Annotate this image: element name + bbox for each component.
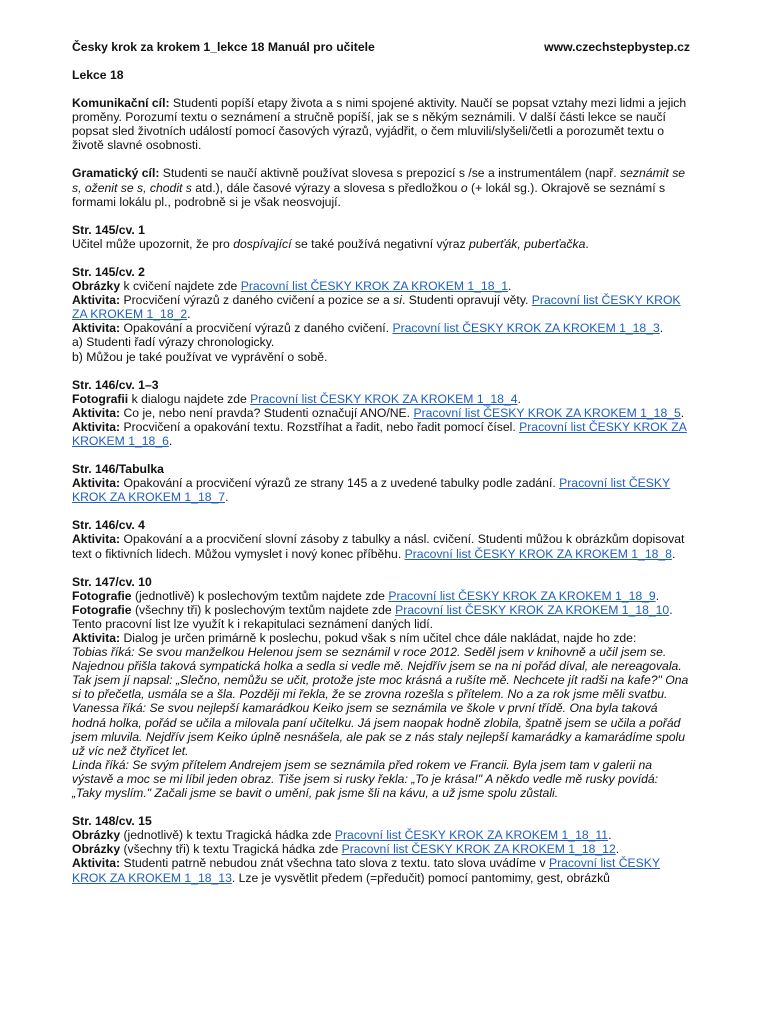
line-text: Co je, nebo není pravda? Studenti označují ANO/NE. [120,405,414,420]
line-text: a [379,293,394,308]
section-145-2 [72,265,690,364]
line-label: Aktivita: [72,419,121,434]
section-line: Aktivita: Opakování a procvičení výrazů z daného cvičení. Pracovní list ČESKY KROK ZA KROKEM 1_18_3. [72,321,664,336]
line-text: Procvičení a opakování textu. Rozstříhat a řadit, nebo řadit pomocí čísel. [120,419,520,434]
section-line: Aktivita: Opakování a a procvičení slovní zásoby z tabulky a násl. cvičení. Studenti můžou k obrázkům dopisovat text o fiktivních lidech. Můžou vymyslet i nový konec příběhu. Pracovní list ČESKY KROK ZA KROKEM 1_18_8. [72,532,685,561]
line-label: Obrázky [72,842,121,857]
grammar-goal-text: atd.), dále časové výrazy a slovesa s předložkou [191,180,461,195]
line-text: (jednotlivě) k poslechovým textům najdete zde [131,588,389,603]
worksheet-link-1-18-5[interactable]: Pracovní list ČESKY KROK ZA KROKEM 1_18_5 [413,405,681,420]
line-label: Aktivita: [72,405,121,420]
line-text: Opakování a a procvičení slovní zásoby z tabulky a násl. cvičení. Studenti můžou k obrázkům dopisovat text o fiktivních lidech. Můžou vymyslet i nový konec příběhu. [72,532,685,561]
line-label: Aktivita: [72,476,121,491]
line-text: k cvičení najdete zde [120,279,241,294]
worksheet-link-1-18-12[interactable]: Pracovní list ČESKY KROK ZA KROKEM 1_18_12 [341,842,616,857]
section-line: Obrázky (jednotlivě) k textu Tragická hádka zde Pracovní list ČESKY KROK ZA KROKEM 1_18_11. [72,828,612,843]
text-run: . [585,236,589,251]
worksheet-link-1-18-3[interactable]: Pracovní list ČESKY KROK ZA KROKEM 1_18_3 [392,321,660,336]
line-label: Obrázky [72,828,121,843]
section-line: Aktivita: Procvičení a opakování textu. Rozstříhat a řadit, nebo řadit pomocí čísel. Pracovní list ČESKY KROK ZA KROKEM 1_18_6. [72,419,687,448]
line-label: Aktivita: [72,321,121,336]
line-text: . Tento pracovní list lze využít k i rekapitulaci seznámení daných lidí. [72,602,673,631]
line-label: Aktivita: [72,631,121,645]
line-label: Fotografii [72,391,129,406]
line-text: Opakování a procvičení výrazů ze strany 145 a z uvedené tabulky podle zadání. [120,476,560,491]
section-text [72,237,690,251]
section-title: Str. 147/cv. 10 [72,574,152,589]
section-146-4 [72,518,690,560]
text-run-italic: dospívající [233,236,292,251]
section-line: a) Studenti řadí výrazy chronologicky. [72,335,275,350]
communication-goal [72,96,690,152]
section-line [72,856,690,884]
section-title: Str. 146/Tabulka [72,462,164,477]
worksheet-link-1-18-13[interactable]: Pracovní list ČESKY KROK ZA KROKEM 1_18_13 [72,856,661,885]
section-line: Aktivita: Opakování a procvičení výrazů ze strany 145 a z uvedené tabulky podle zadání. Pracovní list ČESKY KROK ZA KROKEM 1_18_7. [72,476,671,505]
worksheet-link-1-18-9[interactable]: Pracovní list ČESKY KROK ZA KROKEM 1_18_9 [388,588,656,603]
worksheet-link-1-18-4[interactable]: Pracovní list ČESKY KROK ZA KROKEM 1_18_4 [250,391,518,406]
line-text: . Lze je vysvětlit předem (=předučit) pomocí pantomimy, gest, obrázků [231,870,610,885]
text-run-italic: puberťák, puberťačka [468,236,586,251]
line-text: . Studenti opravují věty. [401,293,532,308]
section-line: Fotografii k dialogu najdete zde Pracovní list ČESKY KROK ZA KROKEM 1_18_4. [72,391,521,406]
grammar-goal-label: Gramatický cíl: [72,166,160,181]
grammar-goal-text: (+ lokál sg.). Okrajově se seznámí s formami lokálu pl., podrobně si je však neosvojují. [72,180,666,209]
worksheet-link-1-18-2[interactable]: Pracovní list ČESKY KROK ZA KROKEM 1_18_2 [72,293,681,322]
lesson-title: Lekce 18 [72,68,124,82]
section-line: Obrázky k cvičení najdete zde Pracovní list ČESKY KROK ZA KROKEM 1_18_1. [72,279,512,294]
line-text: (všechny tři) k textu Tragická hádka zde [120,842,342,857]
section-line: b) Můžou je také používat ve vyprávění o sobě. [72,349,328,364]
communication-goal-label: Komunikační cíl: [72,96,170,111]
line-label: Aktivita: [72,856,121,871]
line-text: Opakování a procvičení výrazů z daného cvičení. [120,321,393,336]
line-label: Aktivita: [72,293,121,308]
section-146-table [72,462,690,504]
line-text-italic: si [393,293,402,308]
page-header [72,40,690,54]
line-text: Dialog je určen primárně k poslechu, pokud však s ním učitel chce dále nakládat, najde ho zde: [120,631,637,645]
section-line: Fotografie (jednotlivě) k poslechovým textům najdete zde Pracovní list ČESKY KROK ZA KROKEM 1_18_9. [72,588,660,603]
section-145-1 [72,223,690,251]
grammar-goal-example: seznámit se s, oženit se s, chodit s [72,166,686,195]
line-label: Fotografie [72,588,132,603]
section-title: Str. 146/cv. 1–3 [72,377,159,392]
section-title: Str. 148/cv. 15 [72,814,152,829]
worksheet-link-1-18-1[interactable]: Pracovní list ČESKY KROK ZA KROKEM 1_18_1 [240,279,509,294]
line-text: k dialogu najdete zde [128,391,251,406]
header-website: www.czechstepbystep.cz [544,40,690,54]
quote-vanessa: Vanessa říká: Se svou nejlepší kamarádkou Keiko jsem se seznámila ve škole v první třídě. Ona byla taková hodná holka, pořád se učila a milovala paní učitelku. Já jsem naopak hodně zlobila, špatně jsem se učila a pořád jsem mluvila. Nejdřív jsem Keiko úplně nesnášela, ale pak se z nás staly nejlepší kamarádky a kamarádíme spolu už víc než čtyřicet let. [72,701,686,758]
section-title: Str. 146/cv. 4 [72,518,145,533]
line-text: (jednotlivě) k textu Tragická hádka zde [120,828,335,843]
section-146-1-3 [72,378,690,448]
section-title: Str. 145/cv. 2 [72,264,145,279]
section-line [72,631,690,645]
line-text: (všechny tři) k poslechovým textům najdete zde [131,602,396,617]
section-line: Aktivita: Co je, nebo není pravda? Studenti označují ANO/NE. Pracovní list ČESKY KROK ZA KROKEM 1_18_5. [72,405,685,420]
header-title: Česky krok za krokem 1_lekce 18 Manuál pro učitele [72,40,375,54]
document-page [72,40,690,885]
section-147-10 [72,575,690,801]
worksheet-link-1-18-7[interactable]: Pracovní list ČESKY KROK ZA KROKEM 1_18_7 [72,476,671,505]
grammar-goal-preposition: o [460,180,468,195]
line-text-italic: se [366,293,380,308]
worksheet-link-1-18-11[interactable]: Pracovní list ČESKY KROK ZA KROKEM 1_18_11 [334,828,609,843]
quote-linda: Linda říká: Se svým přítelem Andrejem jsem se seznámila před rokem ve Francii. Byla jsem tam v galerii na výstavě a moc se mi líbil jeden obraz. Tiše jsem si rusky řekla: „To je krása!" A někdo vedle mě rusky povídá: „Taky myslím." Začali jsme se bavit o umění, pak jsme šli na kávu, a už jsme spolu zůstali. [72,757,659,801]
worksheet-link-1-18-8[interactable]: Pracovní list ČESKY KROK ZA KROKEM 1_18_8 [404,546,672,561]
text-run: se také používá negativní výraz [291,236,469,251]
worksheet-link-1-18-10[interactable]: Pracovní list ČESKY KROK ZA KROKEM 1_18_10 [395,602,670,617]
line-label: Fotografie [72,602,132,617]
grammar-goal [72,166,690,208]
quote-tobias: Tobias říká: Se svou manželkou Helenou jsem se seznámil v roce 2012. Seděl jsem v knihovně a učil jsem se. Najednou přišla taková sympatická holka a sedla si vedle mě. Nejdřív jsem se na ni pořád díval, ale nereagovala. Tak jsem jí napsal: „Slečno, nemůžu se učit, protože jste moc krásná a rušíte mě. Nechcete jít radši na kafe?" Ona si to přečetla, usmála se a šla. Později mi řekla, že se zrovna rozešla s přítelem. No a za rok jsme měli svatbu. [72,645,689,702]
grammar-goal-text: Studenti se naučí aktivně používat slovesa s prepozicí s /se a instrumentálem (např. [159,166,621,181]
section-title: Str. 145/cv. 1 [72,222,145,237]
line-text: Procvičení výrazů z daného cvičení a pozice [120,293,367,308]
worksheet-link-1-18-6[interactable]: Pracovní list ČESKY KROK ZA KROKEM 1_18_6 [72,419,687,448]
line-text: Studenti patrně nebudou znát všechna tato slova z textu. tato slova uvádíme v [120,856,549,871]
line-label: Obrázky [72,279,121,294]
section-line: Obrázky (všechny tři) k textu Tragická hádka zde Pracovní list ČESKY KROK ZA KROKEM 1_18_12. [72,842,620,857]
section-line [72,603,690,631]
section-line: Aktivita: Procvičení výrazů z daného cvičení a pozice se a si. Studenti opravují věty. Pracovní list ČESKY KROK ZA KROKEM 1_18_2. [72,293,681,322]
line-label: Aktivita: [72,532,121,547]
section-148-15 [72,814,690,884]
text-run: Učitel může upozornit, že pro [72,236,234,251]
communication-goal-text: Studenti popíší etapy života a s nimi spojené aktivity. Naučí se popsat vztahy mezi lidmi a jejich proměny. Porozumí textu o seznámení a stručně popíší, jak se s někým seznámili. V další části lekce se naučí popsat sled životních událostí pomocí časových výrazů, vyjádřit, o čem mluvili/slyšeli/četli a porozumět textu o životě slavné osobnosti. [72,96,687,153]
